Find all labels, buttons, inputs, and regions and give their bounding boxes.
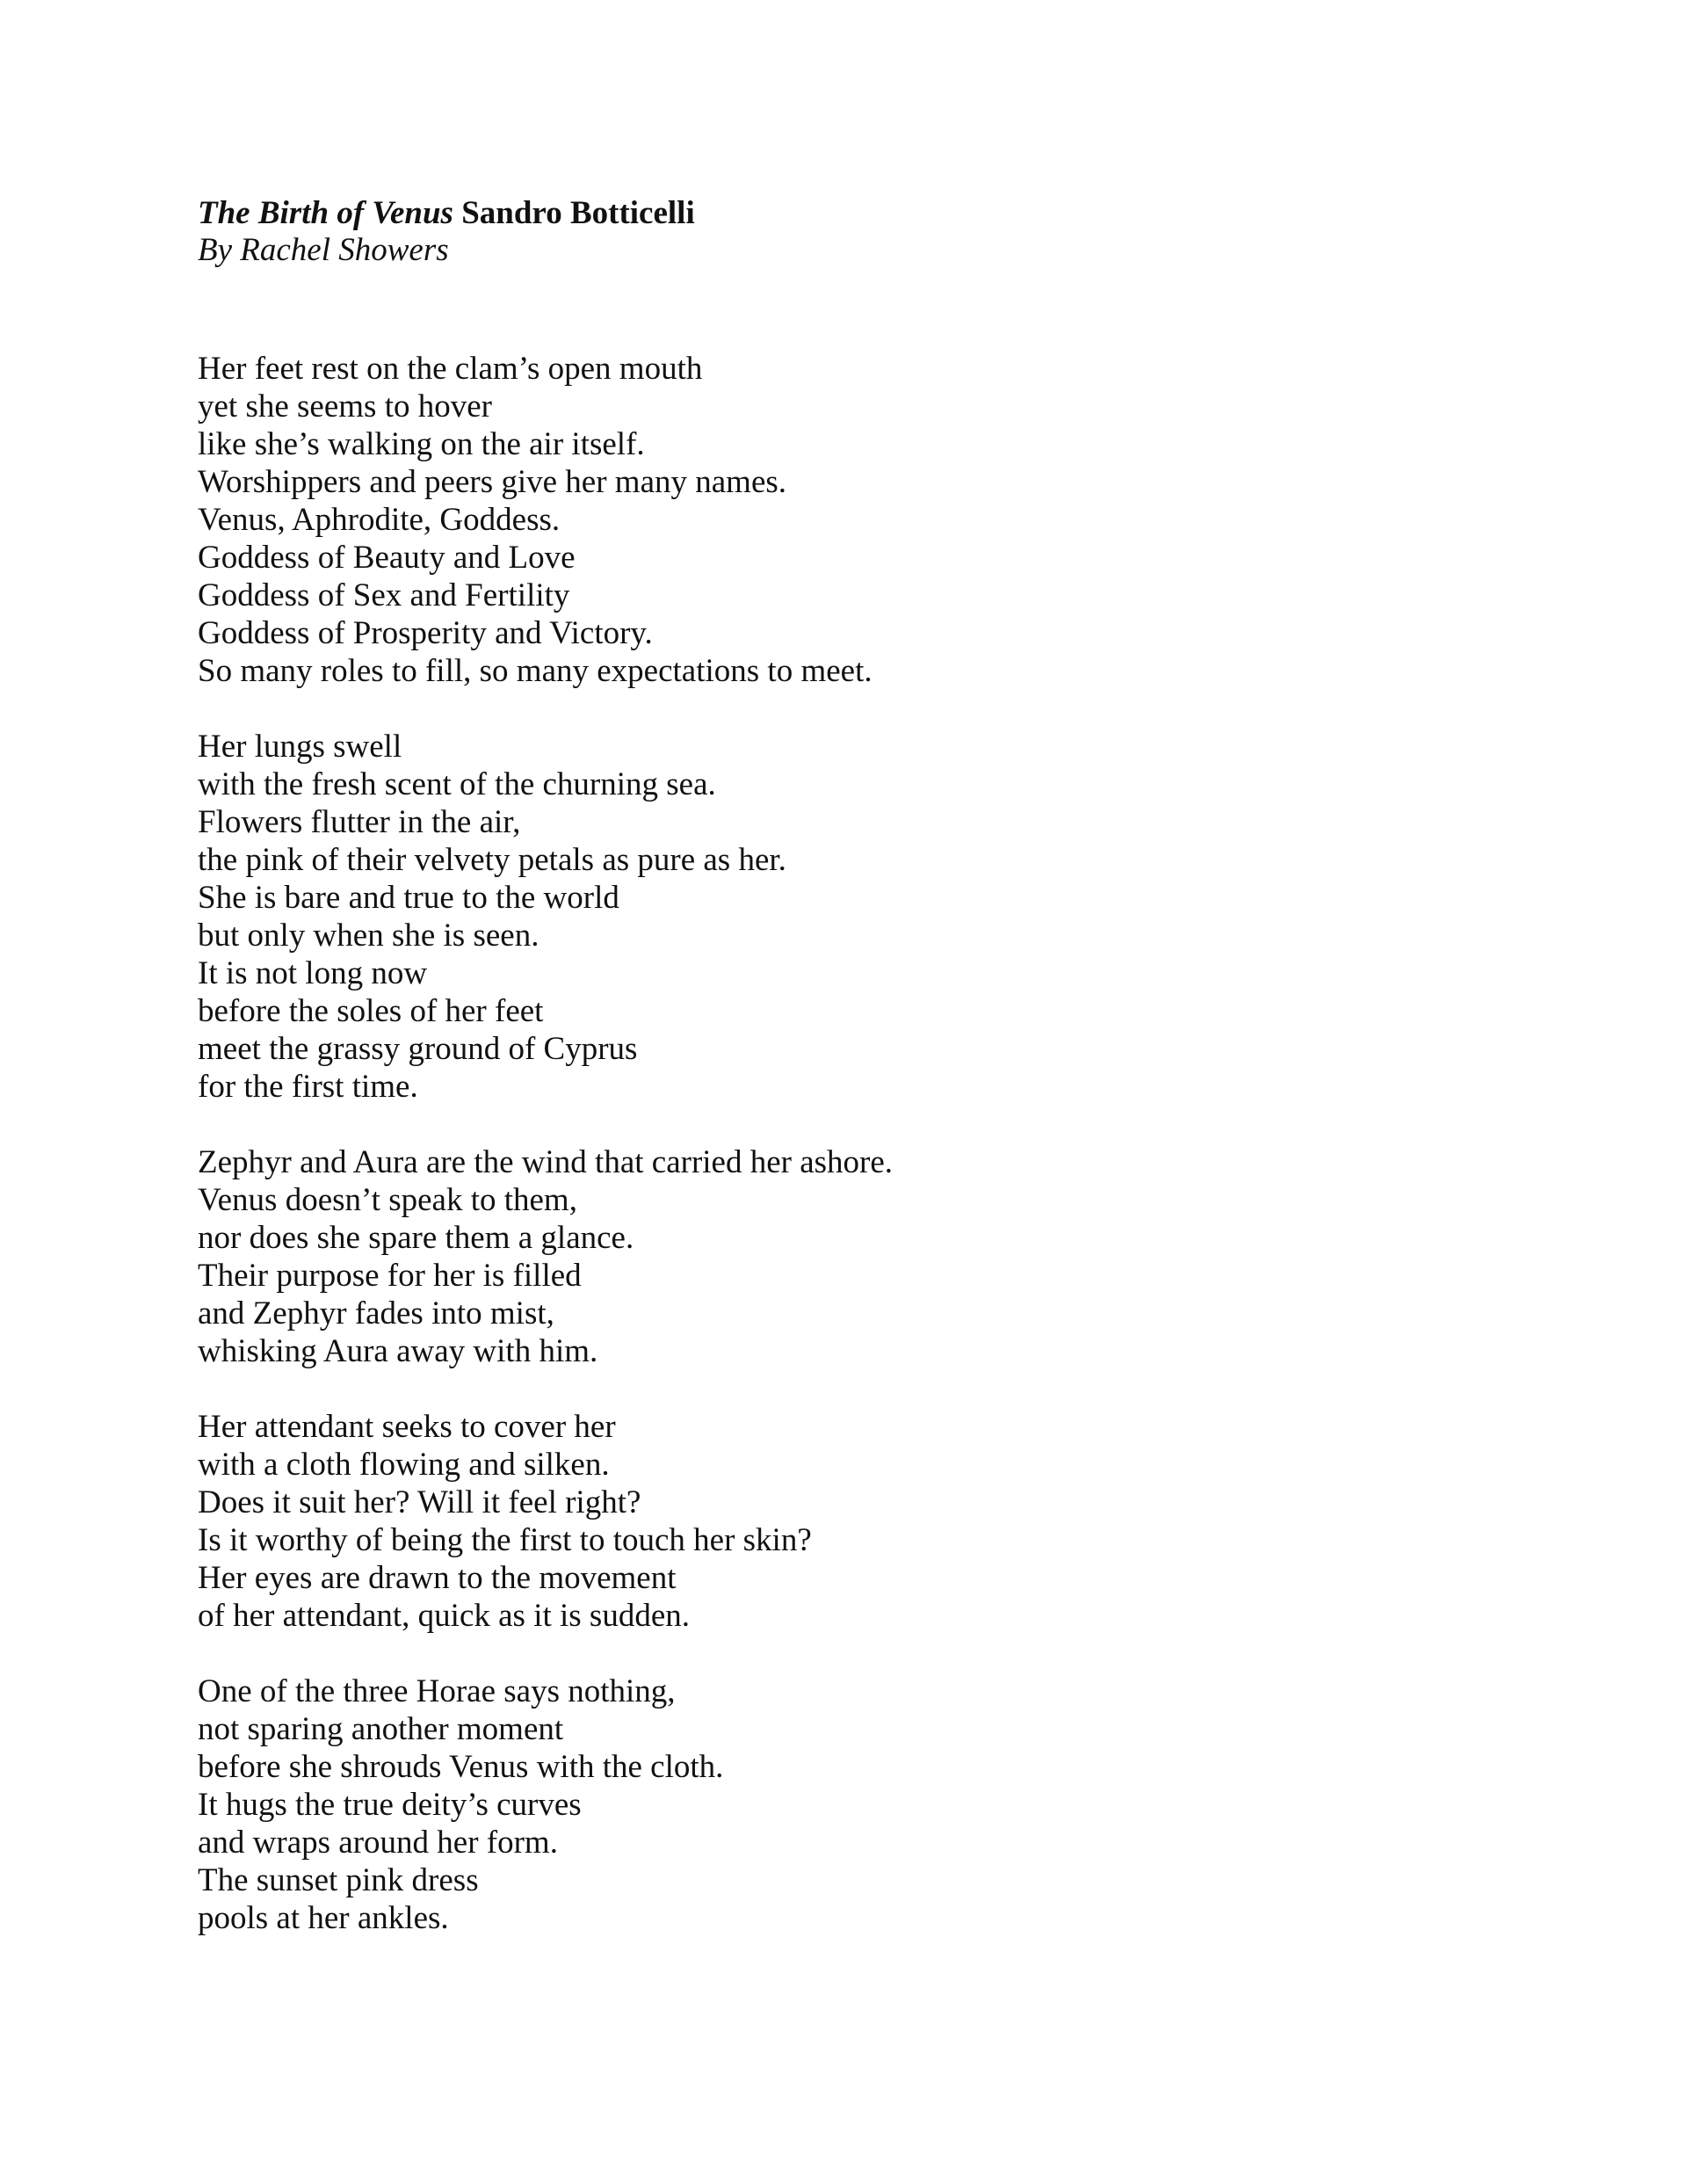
artist-name: Sandro Botticelli [461, 195, 695, 231]
poem-line: Worshippers and peers give her many names. [198, 464, 787, 500]
poem-line: Her feet rest on the clam’s open mouth [198, 351, 703, 387]
poem-line: meet the grassy ground of Cyprus [198, 1031, 638, 1067]
poem-line: Her attendant seeks to cover her [198, 1409, 616, 1445]
poem-line: So many roles to fill, so many expectations to meet. [198, 653, 872, 689]
stanza [198, 350, 1516, 690]
poem-line: It hugs the true deity’s curves [198, 1787, 582, 1823]
poem-line: with a cloth flowing and silken. [198, 1447, 610, 1483]
poem-title [198, 195, 1516, 232]
poem-line: Does it suit her? Will it feel right? [198, 1484, 641, 1520]
poem-line: like she’s walking on the air itself. [198, 426, 645, 462]
poem-line: but only when she is seen. [198, 918, 539, 954]
artwork-title: The Birth of Venus [198, 195, 453, 231]
poem-line: Goddess of Prosperity and Victory. [198, 615, 653, 651]
author-byline: By Rachel Showers [198, 232, 449, 268]
poem-line: and Zephyr fades into mist, [198, 1295, 554, 1331]
poem-line: nor does she spare them a glance. [198, 1220, 634, 1256]
poem-line: It is not long now [198, 955, 428, 991]
stanza [198, 1408, 1516, 1635]
poem-line: Her lungs swell [198, 729, 402, 765]
poem-line: Her eyes are drawn to the movement [198, 1560, 677, 1596]
poem-line: yet she seems to hover [198, 388, 492, 424]
poem-line: Venus doesn’t speak to them, [198, 1182, 577, 1218]
poem-line: Goddess of Beauty and Love [198, 540, 576, 576]
poem-line: Flowers flutter in the air, [198, 804, 521, 840]
poem-line: She is bare and true to the world [198, 880, 619, 916]
poem-line: pools at her ankles. [198, 1900, 449, 1936]
poem-header [198, 195, 1516, 269]
poem-line: Their purpose for her is filled [198, 1258, 582, 1294]
poem-line: Is it worthy of being the first to touch her skin? [198, 1522, 812, 1558]
stanza [198, 1143, 1516, 1370]
poem-line: Zephyr and Aura are the wind that carried her ashore. [198, 1144, 894, 1180]
poem-line: not sparing another moment [198, 1711, 564, 1747]
poem-line: One of the three Horae says nothing, [198, 1673, 676, 1709]
poem-line: with the fresh scent of the churning sea. [198, 766, 716, 802]
poem-line: before the soles of her feet [198, 993, 544, 1029]
poem-line: of her attendant, quick as it is sudden. [198, 1598, 691, 1634]
poem-line: for the first time. [198, 1069, 418, 1105]
poem-line: The sunset pink dress [198, 1862, 479, 1898]
stanza [198, 1672, 1516, 1937]
poem-line: Venus, Aphrodite, Goddess. [198, 502, 561, 538]
poem-line: the pink of their velvety petals as pure as her. [198, 842, 786, 878]
poem-line: and wraps around her form. [198, 1825, 558, 1861]
poem-line: whisking Aura away with him. [198, 1333, 598, 1369]
stanza [198, 728, 1516, 1106]
poem-line: before she shrouds Venus with the cloth. [198, 1749, 724, 1785]
poem-line: Goddess of Sex and Fertility [198, 577, 570, 613]
poem-body [198, 350, 1516, 1975]
